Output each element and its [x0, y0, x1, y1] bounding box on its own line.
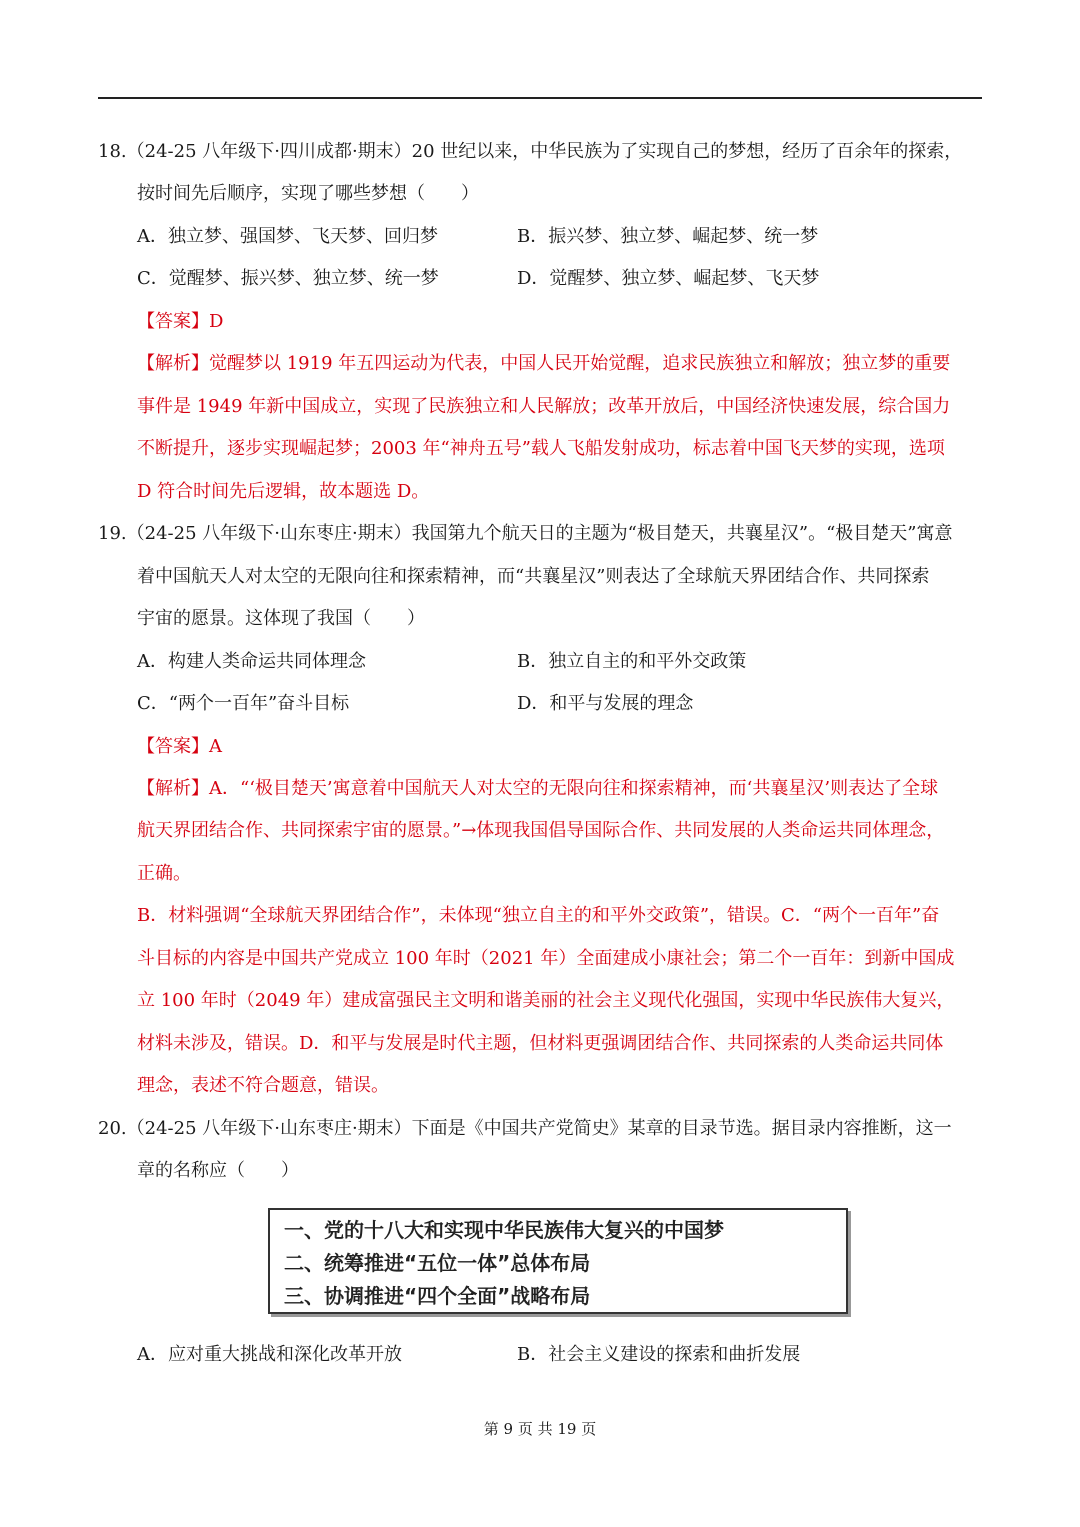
q18-answer: 【答案】D — [137, 311, 224, 332]
toc-item-2: 二、统筹推进“五位一体”总体布局 — [284, 1251, 591, 1275]
q19-stem-line1: 19.（24-25 八年级下·山东枣庄·期末）我国第九个航天日的主题为“极目楚天，共襄星汉”。“极目楚天”寓意 — [98, 523, 953, 544]
q18-option-d: D．觉醒梦、独立梦、崛起梦、飞天梦 — [517, 268, 820, 289]
q19-analysis-line8: 理念，表述不符合题意，错误。 — [137, 1075, 389, 1096]
q19-option-a: A．构建人类命运共同体理念 — [137, 651, 366, 672]
q18-stem-line1: 18.（24-25 八年级下·四川成都·期末）20 世纪以来，中华民族为了实现自己的梦想，经历了百余年的探索， — [98, 141, 963, 162]
q18-stem-line2: 按时间先后顺序，实现了哪些梦想（ ） — [137, 183, 479, 204]
q20-table-of-contents-image — [268, 1208, 848, 1314]
q18-analysis-line4: D 符合时间先后逻辑，故本题选 D。 — [137, 481, 430, 502]
q19-option-d: D．和平与发展的理念 — [517, 693, 694, 714]
q20-stem-line1: 20.（24-25 八年级下·山东枣庄·期末）下面是《中国共产党简史》某章的目录节选。据目录内容推断，这一 — [98, 1118, 952, 1139]
toc-item-1: 一、党的十八大和实现中华民族伟大复兴的中国梦 — [284, 1218, 724, 1242]
q18-option-b: B．振兴梦、独立梦、崛起梦、统一梦 — [517, 226, 819, 247]
toc-item-3: 三、协调推进“四个全面”战略布局 — [284, 1284, 591, 1308]
q19-stem-line2: 着中国航天人对太空的无限向往和探索精神，而“共襄星汉”则表达了全球航天界团结合作、共同探索 — [137, 566, 930, 587]
q18-analysis-line3: 不断提升，逐步实现崛起梦；2003 年“神舟五号”载人飞船发射成功，标志着中国飞天梦的实现，选项 — [137, 438, 945, 459]
q19-analysis-line4: B．材料强调“全球航天界团结合作”，未体现“独立自主的和平外交政策”，错误。C．“两个一百年”奋 — [137, 905, 940, 926]
q19-analysis-line5: 斗目标的内容是中国共产党成立 100 年时（2021 年）全面建成小康社会；第二个一百年：到新中国成 — [137, 948, 955, 969]
q18-option-a: A．独立梦、强国梦、飞天梦、回归梦 — [137, 226, 438, 247]
q18-analysis-line2: 事件是 1949 年新中国成立，实现了民族独立和人民解放；改革开放后，中国经济快速发展，综合国力 — [137, 396, 951, 417]
q18-analysis-line1: 【解析】觉醒梦以 1919 年五四运动为代表，中国人民开始觉醒，追求民族独立和解放；独立梦的重要 — [137, 353, 951, 374]
q19-analysis-line2: 航天界团结合作、共同探索宇宙的愿景。”→体现我国倡导国际合作、共同发展的人类命运共同体理念， — [137, 820, 945, 841]
q19-analysis-line7: 材料未涉及，错误。D．和平与发展是时代主题，但材料更强调团结合作、共同探索的人类命运共同体 — [137, 1033, 944, 1054]
q18-option-c: C．觉醒梦、振兴梦、独立梦、统一梦 — [137, 268, 439, 289]
q19-stem-line3: 宇宙的愿景。这体现了我国（ ） — [137, 608, 425, 629]
q19-analysis-line6: 立 100 年时（2049 年）建成富强民主文明和谐美丽的社会主义现代化强国，实现中华民族伟大复兴， — [137, 990, 955, 1011]
q20-option-b: B．社会主义建设的探索和曲折发展 — [517, 1344, 801, 1365]
q19-option-c: C．“两个一百年”奋斗目标 — [137, 693, 350, 714]
q19-analysis-line1: 【解析】A．“‘极目楚天’寓意着中国航天人对太空的无限向往和探索精神，而‘共襄星汉’则表达了全球 — [137, 778, 939, 799]
header-rule — [98, 97, 982, 99]
page-number: 第 9 页 共 19 页 — [483, 1420, 597, 1438]
q19-analysis-line3: 正确。 — [137, 863, 191, 884]
q19-option-b: B．独立自主的和平外交政策 — [517, 651, 747, 672]
q20-stem-line2: 章的名称应（ ） — [137, 1160, 299, 1181]
q20-option-a: A．应对重大挑战和深化改革开放 — [137, 1344, 402, 1365]
q19-answer: 【答案】A — [137, 736, 222, 757]
